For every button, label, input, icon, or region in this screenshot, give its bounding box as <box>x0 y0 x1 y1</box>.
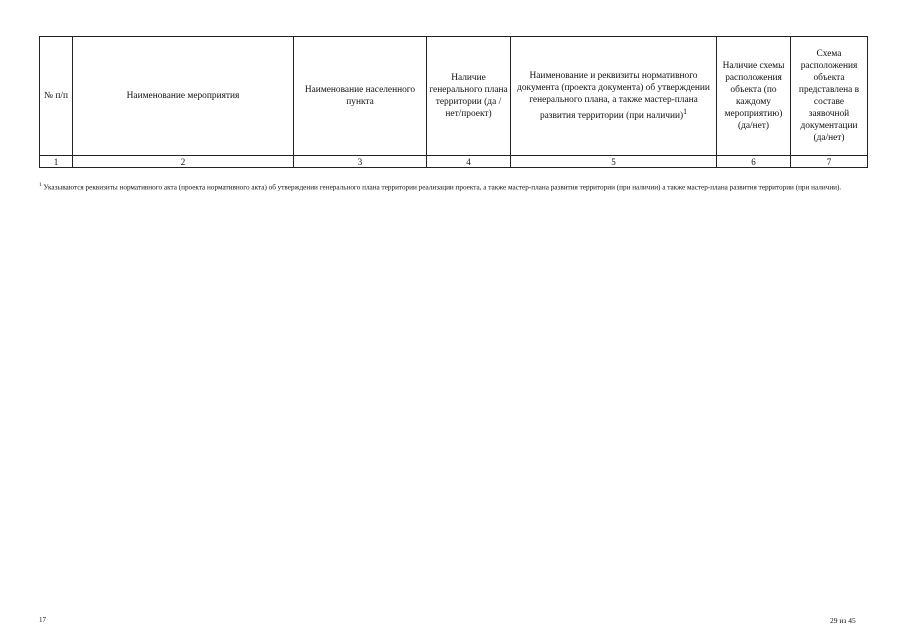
header-cell-event-name: Наименование мероприятия <box>73 37 294 156</box>
page-number: 29 из 45 <box>830 616 856 625</box>
column-number: 2 <box>73 156 294 168</box>
header-cell-general-plan: Наличие генерального плана территории (да /нет/проект) <box>427 37 511 156</box>
column-number: 3 <box>294 156 427 168</box>
column-number: 1 <box>40 156 73 168</box>
footnote <box>39 180 861 193</box>
header-cell-settlement: Наименование населенного пункта <box>294 37 427 156</box>
header-cell-normative-document: Наименование и реквизиты нормативного документа (проекта документа) об утверждении генерального плана, а также мастер-плана развития территории (при наличии)$^1$ <box>511 37 717 156</box>
column-number: 5 <box>511 156 717 168</box>
column-number: 4 <box>427 156 511 168</box>
footnote-text: Указываются реквизиты нормативного акта (проекта нормативного акта) об утверждении генерального плана территории реализации проекта, а также мастер-плана развития территории (при наличии) а также мастер-плана развития территории (при наличии). <box>43 183 842 192</box>
column-numbers-row <box>40 156 868 168</box>
header-cell-location-scheme: Наличие схемы расположения объекта (по каждому мероприятию) (да/нет) <box>717 37 791 156</box>
header-cell-scheme-in-application: Схема расположения объекта представлена в составе заявочной документации (да/нет) <box>791 37 868 156</box>
project-table <box>39 36 868 168</box>
left-page-marker: 17 <box>39 616 46 624</box>
header-cell-number: № п/п <box>40 37 73 156</box>
header-row <box>40 37 868 156</box>
column-number: 6 <box>717 156 791 168</box>
footnote-mark: 1 <box>39 182 42 188</box>
column-number: 7 <box>791 156 868 168</box>
footnote-marker: 1 <box>683 106 688 116</box>
